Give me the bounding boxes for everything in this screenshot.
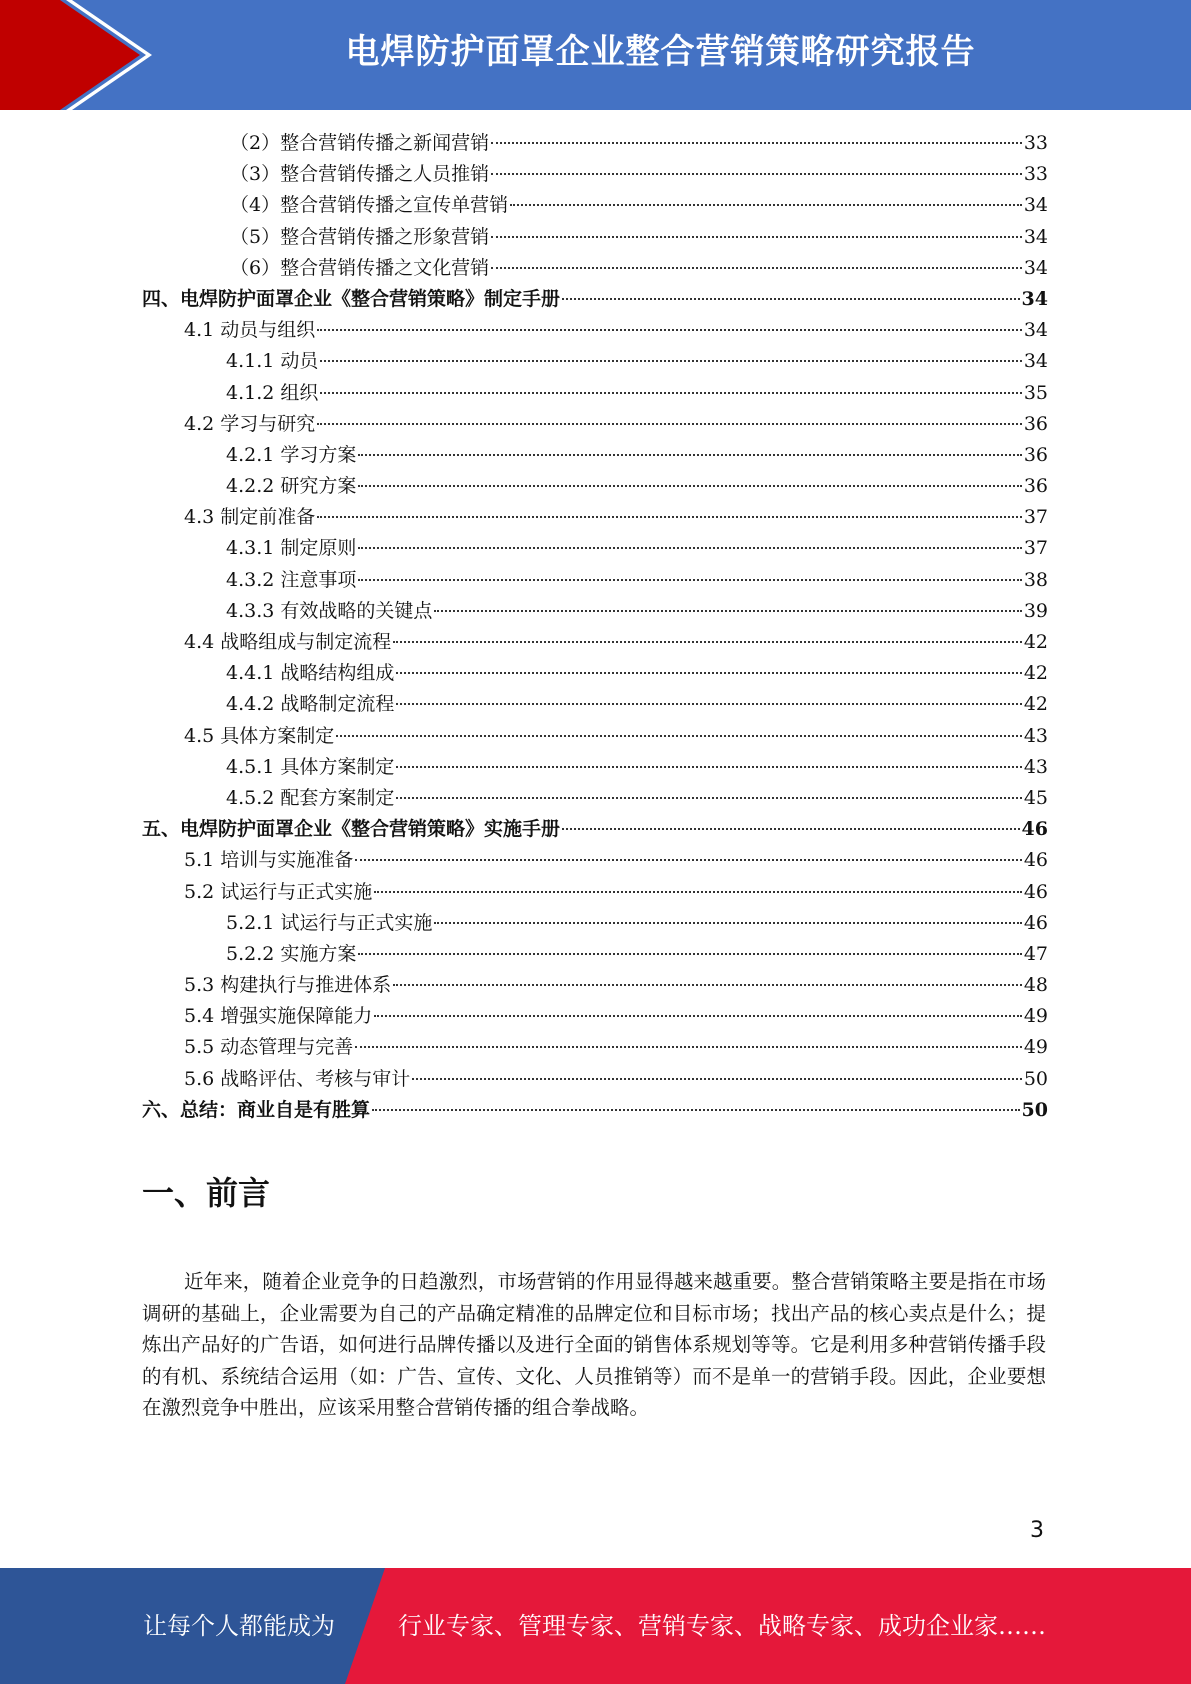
toc-entry[interactable]	[142, 1032, 1048, 1063]
toc-entry[interactable]	[142, 128, 1048, 159]
toc-entry-page: 34	[1023, 319, 1048, 342]
toc-entry-page: 42	[1023, 693, 1048, 716]
page-footer	[0, 1568, 1191, 1684]
toc-entry[interactable]	[142, 440, 1048, 471]
toc-entry-label: 5.2.1 试运行与正式实施	[226, 911, 433, 934]
toc-entry[interactable]	[142, 658, 1048, 689]
toc-entry-page: 39	[1023, 599, 1048, 622]
toc-entry[interactable]	[142, 565, 1048, 596]
toc-dot-leader	[562, 298, 1020, 300]
toc-entry-page: 36	[1023, 412, 1048, 435]
toc-entry-label: （3）整合营销传播之人员推销	[230, 163, 490, 186]
toc-entry[interactable]	[142, 1064, 1048, 1095]
toc-dot-leader	[374, 1015, 1022, 1017]
toc-dot-leader	[358, 579, 1021, 581]
table-of-contents	[142, 128, 1048, 1126]
toc-entry[interactable]	[142, 222, 1048, 253]
toc-entry[interactable]	[142, 721, 1048, 752]
toc-entry-page: 46	[1023, 880, 1048, 903]
toc-entry[interactable]	[142, 970, 1048, 1001]
toc-entry-label: 4.1 动员与组织	[184, 319, 316, 342]
toc-entry-label: 五、电焊防护面罩企业《整合营销策略》实施手册	[142, 818, 561, 841]
toc-entry-page: 47	[1023, 942, 1048, 965]
toc-dot-leader	[355, 1046, 1022, 1048]
page-number: 3	[1030, 1518, 1044, 1543]
toc-entry[interactable]	[142, 689, 1048, 720]
toc-entry-page: 43	[1023, 724, 1048, 747]
toc-entry[interactable]	[142, 315, 1048, 346]
toc-entry-label: 4.4 战略组成与制定流程	[184, 631, 392, 653]
toc-entry-page: 34	[1021, 287, 1048, 310]
toc-entry-label: 5.4 增强实施保障能力	[184, 1005, 373, 1028]
toc-dot-leader	[393, 984, 1022, 986]
toc-entry[interactable]	[142, 346, 1048, 377]
toc-dot-leader	[320, 392, 1021, 394]
toc-entry-label: （2）整合营销传播之新闻营销	[230, 132, 490, 154]
toc-dot-leader	[396, 766, 1021, 768]
toc-entry-page: 49	[1023, 1005, 1048, 1028]
toc-entry-label: 六、总结：商业自是有胜算	[142, 1098, 371, 1121]
toc-dot-leader	[510, 204, 1022, 206]
toc-entry-label: 4.3 制定前准备	[184, 506, 316, 529]
toc-dot-leader	[358, 454, 1021, 456]
section-heading: 一、前言	[142, 1174, 271, 1212]
toc-entry-label: 4.5 具体方案制定	[184, 724, 335, 747]
toc-entry[interactable]	[142, 877, 1048, 908]
toc-entry-page: 35	[1023, 381, 1048, 404]
toc-entry-page: 36	[1023, 475, 1048, 498]
toc-dot-leader	[434, 922, 1021, 924]
toc-dot-leader	[358, 485, 1021, 487]
toc-entry-page: 45	[1023, 786, 1048, 809]
toc-entry-page: 42	[1023, 662, 1048, 685]
toc-entry-label: 4.3.1 制定原则	[226, 537, 357, 560]
toc-entry-page: 50	[1023, 1067, 1048, 1090]
toc-entry-page: 33	[1023, 132, 1048, 154]
toc-entry-page: 50	[1021, 1098, 1048, 1121]
toc-entry-page: 46	[1021, 818, 1048, 841]
toc-dot-leader	[336, 735, 1022, 737]
toc-entry[interactable]	[142, 908, 1048, 939]
toc-entry[interactable]	[142, 1095, 1048, 1126]
toc-entry[interactable]	[142, 471, 1048, 502]
toc-entry-page: 43	[1023, 755, 1048, 778]
toc-entry[interactable]	[142, 627, 1048, 658]
toc-entry-page: 34	[1023, 225, 1048, 248]
toc-entry-page: 34	[1023, 256, 1048, 279]
toc-entry[interactable]	[142, 939, 1048, 970]
toc-entry-label: 5.3 构建执行与推进体系	[184, 974, 392, 997]
toc-dot-leader	[491, 236, 1022, 238]
toc-entry-label: 4.2 学习与研究	[184, 412, 316, 435]
toc-entry[interactable]	[142, 409, 1048, 440]
toc-dot-leader	[491, 267, 1022, 269]
toc-entry-page: 34	[1023, 350, 1048, 373]
toc-entry-label: 5.2.2 实施方案	[226, 942, 357, 965]
toc-entry-label: （6）整合营销传播之文化营销	[230, 256, 490, 279]
toc-entry-label: 5.1 培训与实施准备	[184, 849, 354, 872]
toc-dot-leader	[491, 173, 1022, 175]
toc-entry-page: 48	[1023, 974, 1048, 997]
toc-dot-leader	[374, 891, 1022, 893]
toc-entry-label: 4.4.1 战略结构组成	[226, 662, 395, 685]
toc-entry[interactable]	[142, 502, 1048, 533]
toc-entry-page: 36	[1023, 443, 1048, 466]
toc-entry-label: 4.5.1 具体方案制定	[226, 755, 395, 778]
toc-entry[interactable]	[142, 190, 1048, 221]
toc-entry[interactable]	[142, 284, 1048, 315]
report-title: 电焊防护面罩企业整合营销策略研究报告	[345, 32, 976, 72]
toc-entry[interactable]	[142, 1001, 1048, 1032]
header-arrow-decoration	[0, 0, 170, 110]
toc-entry-label: 4.5.2 配套方案制定	[226, 786, 395, 809]
toc-entry-label: 5.2 试运行与正式实施	[184, 880, 373, 903]
toc-entry[interactable]	[142, 378, 1048, 409]
toc-entry-label: 5.6 战略评估、考核与审计	[184, 1067, 411, 1090]
toc-dot-leader	[317, 423, 1022, 425]
toc-entry-label: 5.5 动态管理与完善	[184, 1036, 354, 1059]
toc-entry-page: 46	[1023, 849, 1048, 872]
toc-entry-label: 4.2.2 研究方案	[226, 475, 357, 498]
toc-entry-label: 4.3.2 注意事项	[226, 568, 357, 591]
toc-dot-leader	[317, 516, 1022, 518]
toc-entry[interactable]	[142, 159, 1048, 190]
toc-dot-leader	[317, 329, 1022, 331]
toc-entry-label: 4.2.1 学习方案	[226, 443, 357, 466]
footer-slogan-left: 让每个人都能成为	[143, 1612, 335, 1640]
toc-entry-label: （5）整合营销传播之形象营销	[230, 225, 490, 248]
toc-dot-leader	[562, 828, 1020, 830]
toc-dot-leader	[372, 1109, 1020, 1111]
toc-entry-label: 4.4.2 战略制定流程	[226, 693, 395, 716]
toc-entry[interactable]	[142, 533, 1048, 564]
toc-entry-page: 33	[1023, 163, 1048, 186]
toc-dot-leader	[434, 610, 1021, 612]
toc-dot-leader	[320, 360, 1021, 362]
toc-dot-leader	[412, 1078, 1022, 1080]
toc-entry[interactable]	[142, 253, 1048, 284]
toc-entry-label: 四、电焊防护面罩企业《整合营销策略》制定手册	[142, 287, 561, 310]
toc-entry[interactable]	[142, 752, 1048, 783]
toc-entry-page: 34	[1023, 194, 1048, 217]
toc-entry[interactable]	[142, 783, 1048, 814]
toc-dot-leader	[396, 797, 1021, 799]
footer-slogan-right: 行业专家、管理专家、营销专家、战略专家、成功企业家……	[398, 1612, 1046, 1640]
toc-entry-label: 4.3.3 有效战略的关键点	[226, 599, 433, 622]
toc-dot-leader	[491, 142, 1022, 144]
toc-entry-page: 49	[1023, 1036, 1048, 1059]
toc-entry-label: （4）整合营销传播之宣传单营销	[230, 194, 509, 217]
toc-entry-page: 38	[1023, 568, 1048, 591]
toc-entry-page: 46	[1023, 911, 1048, 934]
toc-entry-label: 4.1.1 动员	[226, 350, 319, 373]
toc-entry-label: 4.1.2 组织	[226, 381, 319, 404]
toc-entry-page: 42	[1023, 631, 1048, 653]
toc-dot-leader	[393, 641, 1022, 643]
toc-dot-leader	[358, 953, 1021, 955]
toc-entry[interactable]	[142, 814, 1048, 845]
intro-paragraph: 近年来，随着企业竞争的日趋激烈，市场营销的作用显得越来越重要。整合营销策略主要是指在市场调研的基础上，企业需要为自己的产品确定精准的品牌定位和目标市场；找出产品的核心卖点是什么；提炼出产品好的广告语，如何进行品牌传播以及进行全面的销售体系规划等等。它是利用多种营销传播手段的有机、系统结合运用（如：广告、宣传、文化、人员推销等）而不是单一的营销手段。因此，企业要想在激烈竞争中胜出，应该采用整合营销传播的组合拳战略。	[142, 1270, 1046, 1419]
toc-dot-leader	[396, 672, 1021, 674]
toc-entry[interactable]	[142, 596, 1048, 627]
toc-dot-leader	[358, 547, 1021, 549]
page-header	[0, 0, 1191, 110]
toc-dot-leader	[396, 703, 1021, 705]
toc-dot-leader	[355, 859, 1022, 861]
toc-entry-page: 37	[1023, 506, 1048, 529]
toc-entry-page: 37	[1023, 537, 1048, 560]
toc-entry[interactable]	[142, 845, 1048, 876]
